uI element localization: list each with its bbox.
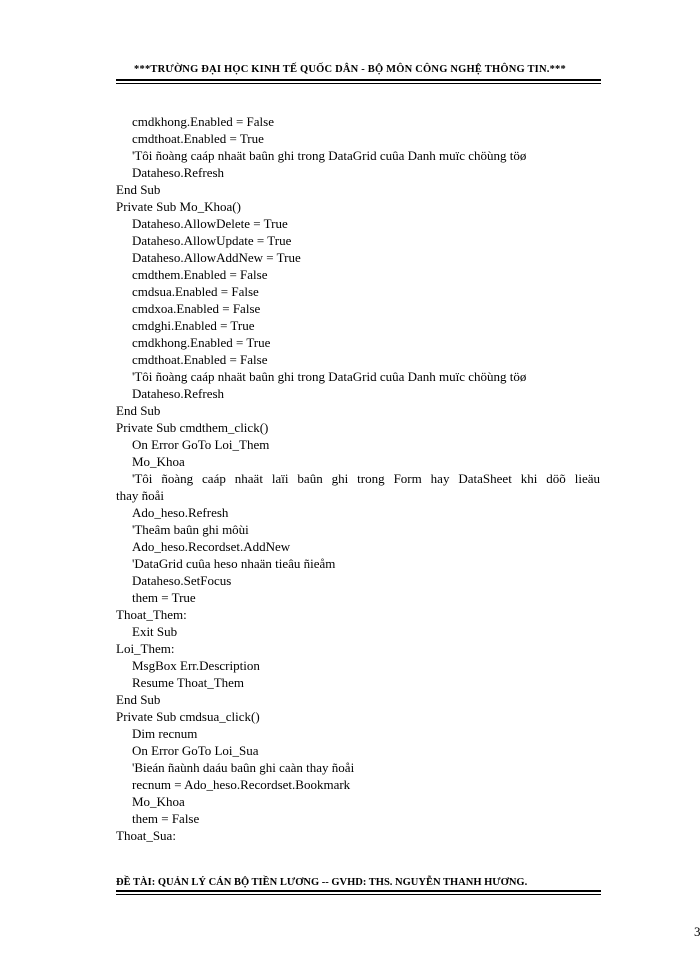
code-line: Exit Sub xyxy=(132,624,178,639)
code-line: cmdthoat.Enabled = False xyxy=(132,352,268,367)
header-rule-thin xyxy=(116,83,601,84)
code-line: MsgBox Err.Description xyxy=(132,658,260,673)
code-line: Mo_Khoa xyxy=(132,794,185,809)
code-line: Mo_Khoa xyxy=(132,454,185,469)
code-line: Resume Thoat_Them xyxy=(132,675,245,690)
code-line: Ado_heso.Recordset.AddNew xyxy=(132,539,291,554)
code-line: End Sub xyxy=(116,403,161,418)
code-line: Loi_Them: xyxy=(116,641,175,656)
code-line: cmdxoa.Enabled = False xyxy=(132,301,261,316)
code-line: Ado_heso.Refresh xyxy=(132,505,229,520)
code-line: Private Sub Mo_Khoa() xyxy=(116,199,241,214)
code-line: End Sub xyxy=(116,182,161,197)
code-line: recnum = Ado_heso.Recordset.Bookmark xyxy=(132,777,351,792)
code-line: Dataheso.AllowAddNew = True xyxy=(132,250,301,265)
code-line: Private Sub cmdthem_click() xyxy=(116,420,269,435)
code-line: On Error GoTo Loi_Them xyxy=(132,437,270,452)
code-line: cmdsua.Enabled = False xyxy=(132,284,259,299)
code-line: Dataheso.Refresh xyxy=(132,165,225,180)
page-footer: ĐỀ TÀI: QUẢN LÝ CÁN BỘ TIỀN LƯƠNG -- GVHD: THS. NGUYỄN THANH HƯƠNG. xyxy=(116,877,528,888)
code-line: Thoat_Them: xyxy=(116,607,187,622)
code-line: Dataheso.AllowDelete = True xyxy=(132,216,288,231)
code-line: 'Tôi ñoàng caáp nhaät laïi baûn ghi trong Form hay DataSheet khi döõ lieäu xyxy=(132,471,600,486)
page-number: 3 xyxy=(694,924,700,939)
code-line: Dataheso.SetFocus xyxy=(132,573,232,588)
code-line: cmdkhong.Enabled = True xyxy=(132,335,271,350)
code-line: 'Tôi ñoàng caáp nhaät baûn ghi trong DataGrid cuûa Danh muïc chöùng töø xyxy=(132,148,527,163)
code-line: 'Bieán ñaùnh daáu baûn ghi caàn thay ñoåi xyxy=(132,760,355,775)
code-line: 'Tôi ñoàng caáp nhaät baûn ghi trong DataGrid cuûa Danh muïc chöùng töø xyxy=(132,369,527,384)
page-header: ***TRƯỜNG ĐẠI HỌC KINH TẾ QUỐC DÂN - BỘ MÔN CÔNG NGHỆ THÔNG TIN.*** xyxy=(134,64,566,75)
footer-rule-thin xyxy=(116,894,601,895)
code-line: 'DataGrid cuûa heso nhaän tieâu ñieåm xyxy=(132,556,336,571)
code-line: them = True xyxy=(132,590,196,605)
code-line: cmdkhong.Enabled = False xyxy=(132,114,274,129)
code-line: them = False xyxy=(132,811,200,826)
code-line: cmdghi.Enabled = True xyxy=(132,318,255,333)
code-line: On Error GoTo Loi_Sua xyxy=(132,743,259,758)
code-listing xyxy=(116,113,600,844)
header-rule-thick xyxy=(116,79,601,81)
code-line: Dataheso.AllowUpdate = True xyxy=(132,233,292,248)
code-line: cmdthoat.Enabled = True xyxy=(132,131,264,146)
code-line: Thoat_Sua: xyxy=(116,828,176,843)
code-line: End Sub xyxy=(116,692,161,707)
footer-rule-thick xyxy=(116,890,601,892)
code-line: 'Theâm baûn ghi môùi xyxy=(132,522,249,537)
code-line: cmdthem.Enabled = False xyxy=(132,267,268,282)
code-line: thay ñoåi xyxy=(116,488,165,503)
code-line: Dim recnum xyxy=(132,726,198,741)
code-line: Dataheso.Refresh xyxy=(132,386,225,401)
code-line: Private Sub cmdsua_click() xyxy=(116,709,260,724)
